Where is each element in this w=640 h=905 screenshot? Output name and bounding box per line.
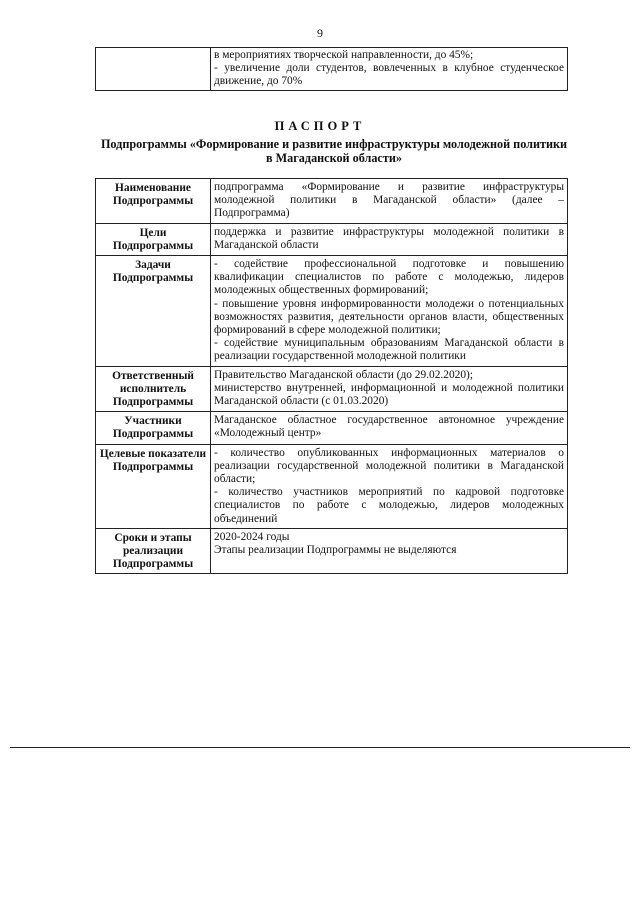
row-value <box>211 179 568 224</box>
row-label: Ответственный исполнитель Подпрограммы <box>96 366 211 412</box>
continuation-line: - увеличение доли студентов, вовлеченных в клубное студенческое движение, до 70% <box>214 62 564 88</box>
passport-title: ПАСПОРТ <box>274 119 366 133</box>
row-value <box>211 223 568 255</box>
value-line: поддержка и развитие инфраструктуры молодежной политики в Магаданской области <box>214 225 564 251</box>
value-line: Правительство Магаданской области (до 29.02.2020); <box>214 368 474 381</box>
row-value <box>211 366 568 412</box>
value-line: подпрограмма «Формирование и развитие инфраструктуры молодежной политики в Магаданской области» (далее – Подпрограмма) <box>214 181 564 220</box>
row-label: Сроки и этапы реализации Подпрограммы <box>96 528 211 574</box>
row-label: Целевые показатели Подпрограммы <box>96 444 211 528</box>
value-line: - содействие муниципальным образованиям Магаданской области в реализации государственной молодежной политики <box>214 337 564 363</box>
page-number: 9 <box>317 26 323 40</box>
continuation-cell <box>211 48 568 91</box>
row-value <box>211 412 568 444</box>
table-row <box>96 528 568 574</box>
subprogram-title: Подпрограммы «Формирование и развитие инфраструктуры молодежной политики в Магаданской области» <box>100 137 568 165</box>
value-line: 2020-2024 годы <box>214 530 290 543</box>
table-row <box>96 256 568 367</box>
row-label: Цели Подпрограммы <box>96 223 211 255</box>
table-row <box>96 179 568 224</box>
table-row <box>96 366 568 412</box>
table-row <box>96 444 568 528</box>
value-line: - количество участников мероприятий по кадровой подготовке специалистов по работе с молодежью, лидеров молодежных объединений <box>214 486 564 525</box>
footer-divider <box>10 747 630 748</box>
row-value <box>211 256 568 367</box>
passport-table <box>95 178 568 574</box>
value-line: - повышение уровня информированности молодежи о потенциальных возможностях развития, деятельности органов власти, общественных формирований в сфере молодежной политики; <box>214 297 564 337</box>
empty-cell <box>96 48 211 91</box>
continuation-line: в мероприятиях творческой направленности, до 45%; <box>214 49 474 61</box>
row-value <box>211 528 568 574</box>
value-line: Этапы реализации Подпрограммы не выделяются <box>214 544 457 557</box>
value-line: - содействие профессиональной подготовке и повышению квалификации специалистов по работе с молодежью, лидеров молодежных общественных формирований; <box>214 258 564 297</box>
row-label: Участники Подпрограммы <box>96 412 211 444</box>
value-line: - количество опубликованных информационных материалов о реализации государственной молодежной политики в Магаданской области; <box>214 446 564 486</box>
row-label: Наименование Подпрограммы <box>96 179 211 224</box>
row-value <box>211 444 568 528</box>
row-label: Задачи Подпрограммы <box>96 256 211 367</box>
table-row <box>96 48 568 91</box>
table-row <box>96 412 568 444</box>
value-line: министерство внутренней, информационной и молодежной политики Магаданской области (с 01.03.2020) <box>214 381 564 408</box>
table-row <box>96 223 568 255</box>
value-line: Магаданское областное государственное автономное учреждение «Молодежный центр» <box>214 414 564 440</box>
continuation-table <box>95 47 568 91</box>
